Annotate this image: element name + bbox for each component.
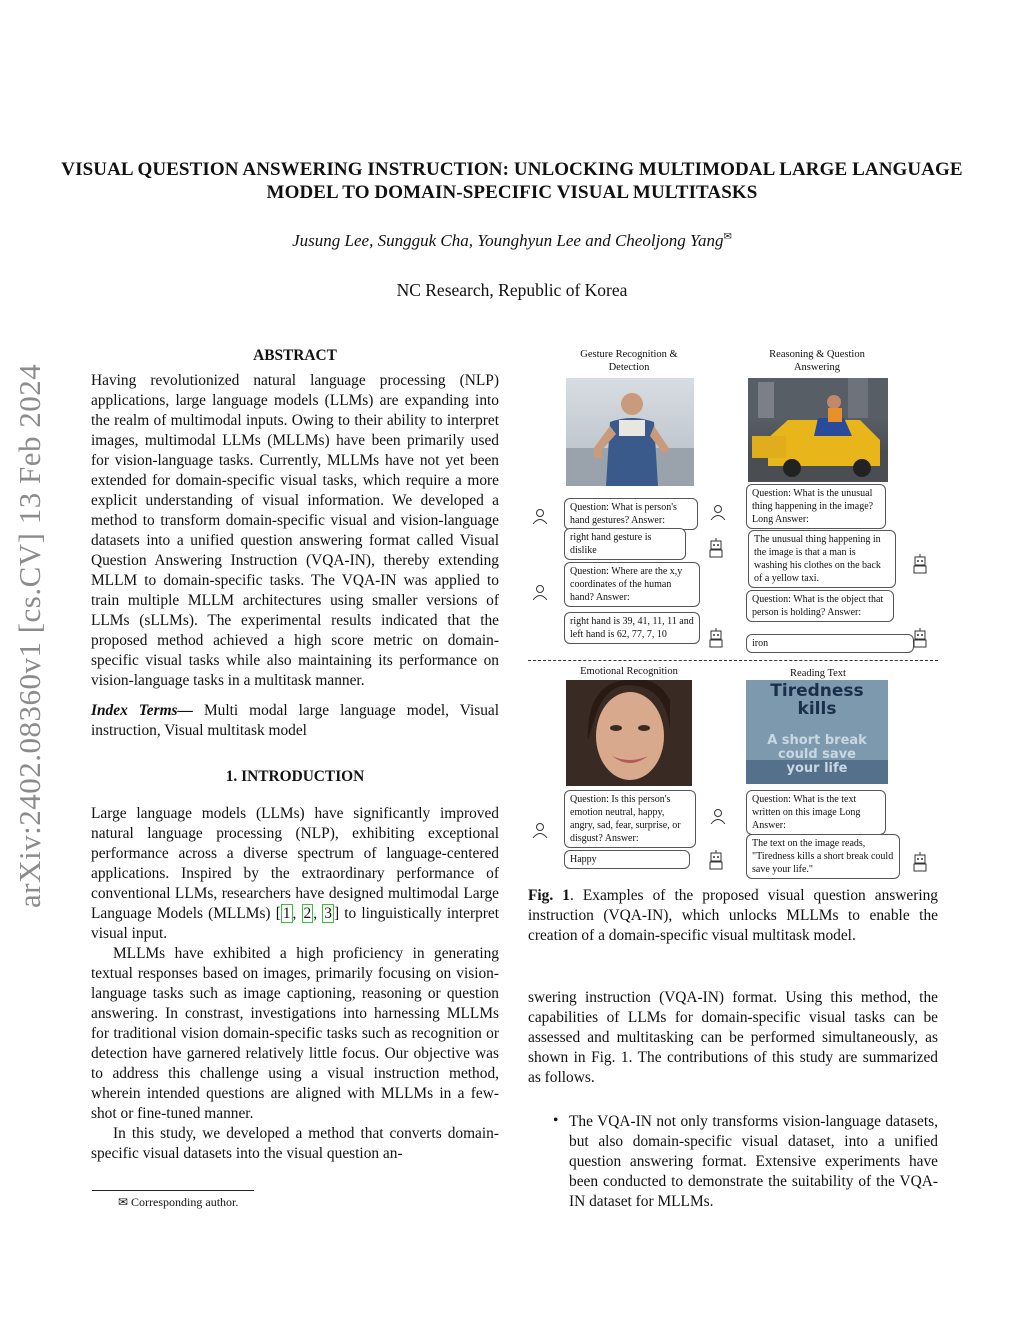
sign-line-5: your life: [786, 761, 848, 776]
index-terms: [91, 701, 499, 741]
paper-title: VISUAL QUESTION ANSWERING INSTRUCTION: UNLOCKING MULTIMODAL LARGE LANGUAGE MODEL TO DOMAIN-SPECIFIC VISUAL MULTITASKS: [61, 159, 963, 203]
arxiv-stamp: arXiv:2402.08360v1 [cs.CV] 13 Feb 2024: [12, 363, 47, 908]
user-icon: [710, 504, 726, 525]
footnote-rule: [92, 1190, 254, 1191]
user-icon: [532, 584, 548, 605]
gesture-question-2: Question: Where are the x,y coordinates of the human hand? Answer:: [564, 562, 700, 607]
gesture-question-1: Question: What is person's hand gestures? Answer:: [564, 498, 698, 530]
user-icon: [710, 808, 726, 829]
robot-icon: [708, 538, 724, 563]
index-terms-label: Index Terms—: [91, 702, 193, 719]
sign-line-3: A short break: [767, 733, 867, 748]
authors: [0, 231, 1024, 251]
road-sign-photo: [746, 680, 888, 784]
robot-icon: [912, 554, 928, 579]
reasoning-question-1: Question: What is the unusual thing happening in the image? Long Answer:: [746, 484, 886, 529]
user-icon: [532, 508, 548, 529]
user-icon: [532, 822, 548, 843]
reasoning-answer-1: The unusual thing happening in the image is that a man is washing his clothes on the back of a yellow taxi.: [748, 530, 896, 588]
reasoning-answer-2: iron: [746, 634, 914, 653]
taxi-photo: [748, 378, 888, 482]
figure-divider: [528, 660, 938, 661]
emotion-answer: Happy: [564, 850, 690, 869]
intro-p1-text: Large language models (LLMs) have significantly improved natural language processing (NLP), exhibiting exceptional performance across a diverse spectrum of language-centered applications. Inspired by the extraordinary performance of conventional LLMs, researchers have designed multimodal Large Language Models (MLLMs) [: [91, 805, 499, 922]
abstract-text: Having revolutionized natural language processing (NLP) applications, large language models (LLMs) are expanding into the realm of multimodal inputs. Owing to their ability to interpret images, multimodal LLMs (MLLMs) have been primarily used for vision-language tasks. Currently, MLLMs have not yet been extended for domain-specific visual tasks, which require a more explicit understanding of visual information. We developed a method to transform domain-specific visual and vision-language datasets into a unified question answering format called Visual Question Answering Instruction (VQA-IN), thereby extending MLLM to domain-specific tasks. The VQA-IN was applied to train multiple MLLM architectures using smaller versions of LLMs (sLLMs). The experimental results indicated that the proposed method achieved a high score metric on domain-specific visual tasks while also maintaining its performance on vision-language tasks in a multitask manner.: [91, 372, 499, 689]
caption-label: Fig. 1: [528, 887, 570, 904]
panel-label-gesture: Gesture Recognition & Detection: [580, 349, 678, 373]
sign-text-top: [746, 682, 888, 718]
right-paragraph-1: swering instruction (VQA-IN) format. Using this method, the capabilities of LLMs for domain-specific visual tasks can be assessed and multitasking can be performed simultaneously, as shown in Fig. 1. The contributions of this study are summarized as follows.: [528, 989, 938, 1086]
intro-paragraph-3: In this study, we developed a method that converts domain-specific visual datasets into the visual question an-: [91, 1125, 499, 1162]
yellow-taxi-illustration: [748, 378, 888, 482]
intro-paragraph-2: MLLMs have exhibited a high proficiency in generating textual responses based on images, primarily focusing on vision-language tasks such as image captioning, reasoning or question answering. In constrast, investigations into harnessing MLLMs for traditional vision domain-specific tasks such as recognition or detection have garnered relatively little focus. Our objective was to address this challenge using a visual instruction method, wherein intended questions are aligned with MLLMs in a few-shot or fine-tuned manner.: [91, 945, 499, 1122]
reading-question: Question: What is the text written on this image Long Answer:: [746, 790, 886, 835]
bullet-mark: •: [553, 1112, 559, 1129]
figure-1: [528, 344, 938, 884]
person-thumbs-down-illustration: [566, 378, 694, 486]
reasoning-question-2: Question: What is the object that person is holding? Answer:: [746, 590, 894, 622]
sign-text-bottom: [746, 734, 888, 776]
citation-link-2[interactable]: 2: [303, 905, 312, 922]
emotion-question: Question: Is this person's emotion neutral, happy, angry, sad, fear, surprise, or disgust? Answer:: [564, 790, 696, 848]
citation-link-3[interactable]: 3: [324, 905, 332, 922]
robot-icon: [708, 850, 724, 875]
abstract-heading: ABSTRACT: [253, 347, 337, 364]
gesture-photo: [566, 378, 694, 486]
smiling-face-illustration: [566, 680, 692, 786]
contribution-bullet-1: The VQA-IN not only transforms vision-language datasets, but also domain-specific visual dataset, into a unified question answering format. Extensive experiments have been conducted to demonstrate the suitability of the VQA-IN dataset for MLLMs.: [569, 1113, 938, 1210]
panel-label-emotion: Emotional Recognition: [580, 666, 678, 677]
affiliation: NC Research, Republic of Korea: [396, 280, 628, 300]
intro-paragraph-1: Large language models (LLMs) have significantly improved natural language processing (NLP), exhibiting exceptional performance across a diverse spectrum of language-centered applications. Inspired by the extraordinary performance of conventional LLMs, researchers have designed multimodal Large Language Models (MLLMs) [ 1 , 2 , 3 ] to linguistically interpret visual input.: [91, 805, 499, 942]
index-terms-text: Multi modal large language model, Visual instruction, Visual multitask model: [91, 702, 500, 739]
figure-caption: [528, 886, 938, 946]
envelope-icon: ✉: [723, 231, 732, 243]
author-list: Jusung Lee, Sungguk Cha, Younghyun Lee and Cheoljong Yang: [292, 231, 724, 250]
caption-text: . Examples of the proposed visual question answering instruction (VQA-IN), which unlocks MLLMs to enable the creation of a domain-specific visual multitask model.: [528, 887, 938, 944]
right-column-text: [528, 988, 938, 1088]
panel-label-reading: Reading Text: [790, 668, 846, 679]
sign-line-2: kills: [797, 699, 837, 719]
robot-icon: [912, 628, 928, 653]
reading-answer: The text on the image reads, "Tiredness kills a short break could save your life.": [746, 834, 900, 879]
sign-line-4: could save: [778, 747, 856, 762]
sign-line-1: Tiredness: [770, 681, 864, 701]
gesture-answer-2: right hand is 39, 41, 11, 11 and left hand is 62, 77, 7, 10: [564, 612, 700, 644]
intro-p1-end: ] to linguistically interpret visual input.: [91, 905, 499, 942]
robot-icon: [912, 852, 928, 877]
citation-link-1[interactable]: 1: [282, 905, 291, 922]
footnote: ✉ Corresponding author.: [118, 1195, 239, 1209]
abstract-section: [91, 346, 499, 1164]
robot-icon: [708, 628, 724, 653]
intro-heading: 1. INTRODUCTION: [225, 768, 365, 785]
panel-label-reasoning: Reasoning & Question Answering: [769, 349, 865, 373]
gesture-answer-1: right hand gesture is dislike: [564, 528, 686, 560]
face-photo: [566, 680, 692, 786]
